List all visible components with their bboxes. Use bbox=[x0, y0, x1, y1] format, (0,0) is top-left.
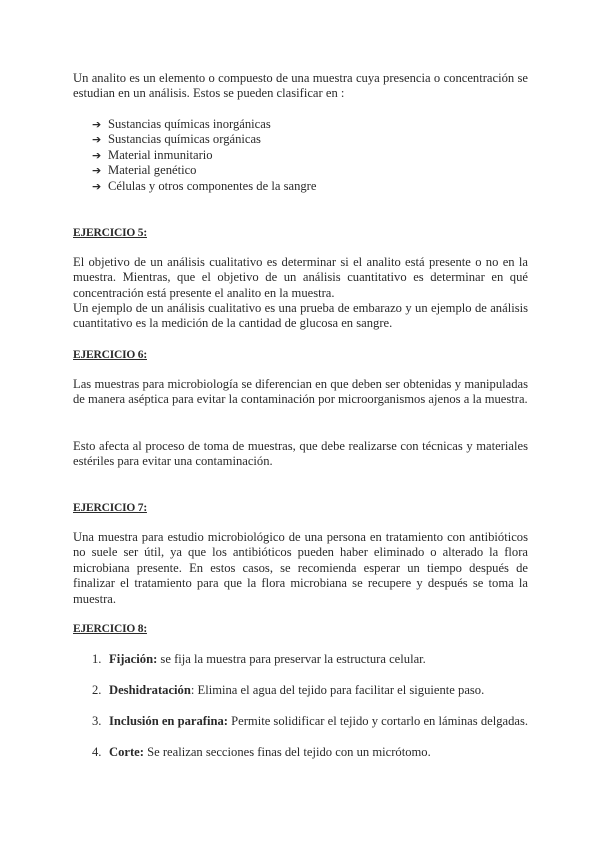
arrow-right-icon: ➔ bbox=[92, 179, 102, 193]
list-item: ➔ Sustancias químicas inorgánicas bbox=[92, 117, 271, 131]
exercise-6-paragraph-2: Esto afecta al proceso de toma de muestras, que debe realizarse con técnicas y materiales estériles para evitar una contaminación. bbox=[73, 439, 528, 469]
exercise-6-paragraph-1: Las muestras para microbiología se diferencian en que deben ser obtenidas y manipuladas de manera aséptica para evitar la contaminación por microorganismos ajenos a la muestra. bbox=[73, 377, 528, 407]
list-item: ➔ Material genético bbox=[92, 163, 197, 178]
exercise-5-paragraph-1: El objetivo de un análisis cualitativo es determinar si el analito está presente o no en la muestra. Mientras, que el objetivo de un análisis cuantitativo es determinar en qué concentración está presente el analito en la muestra. bbox=[73, 255, 528, 300]
exercise-7-paragraph: Una muestra para estudio microbiológico de una persona en tratamiento con antibióticos no suele ser útil, ya que los antibióticos pueden haber eliminado o alterado la flora microbiana presente. En estos casos, se recomienda esperar un tiempo después de finalizar el tratamiento para que la flora microbiana se recupere y después se toma la muestra. bbox=[73, 530, 528, 606]
arrow-right-icon: ➔ bbox=[92, 133, 102, 147]
exercise-6-heading: EJERCICIO 6: bbox=[73, 349, 147, 361]
list-item: ➔ Células y otros componentes de la sangre bbox=[92, 178, 317, 193]
arrow-right-icon: ➔ bbox=[92, 164, 102, 178]
list-item: 4. Corte: Se realizan secciones finas del tejido con un micrótomo. bbox=[92, 745, 431, 759]
list-item: 1. Fijación: se fija la muestra para preservar la estructura celular. bbox=[92, 652, 426, 666]
arrow-right-icon: ➔ bbox=[92, 118, 102, 131]
list-item: ➔ Sustancias químicas orgánicas bbox=[92, 132, 261, 147]
arrow-right-icon: ➔ bbox=[92, 148, 102, 162]
list-item: 2. Deshidratación: Elimina el agua del tejido para facilitar el siguiente paso. bbox=[92, 683, 485, 697]
exercise-5-heading: EJERCICIO 5: bbox=[73, 227, 147, 239]
analyte-class-list bbox=[92, 117, 316, 194]
histology-steps-list bbox=[92, 652, 528, 776]
exercise-8-heading: EJERCICIO 8: bbox=[73, 623, 147, 635]
exercise-5-paragraph-2: Un ejemplo de un análisis cualitativo es una prueba de embarazo y un ejemplo de análisis cuantitativo es la medición de la cantidad de glucosa en sangre. bbox=[73, 301, 528, 331]
intro-paragraph: Un analito es un elemento o compuesto de una muestra cuya presencia o concentración se estudian en un análisis. Estos se pueden clasificar en : bbox=[73, 71, 528, 101]
exercise-7-heading: EJERCICIO 7: bbox=[73, 502, 147, 514]
list-item: 3. Inclusión en parafina: Permite solidificar el tejido y cortarlo en láminas delgadas. bbox=[92, 714, 529, 728]
list-item: ➔ Material inmunitario bbox=[92, 147, 213, 162]
